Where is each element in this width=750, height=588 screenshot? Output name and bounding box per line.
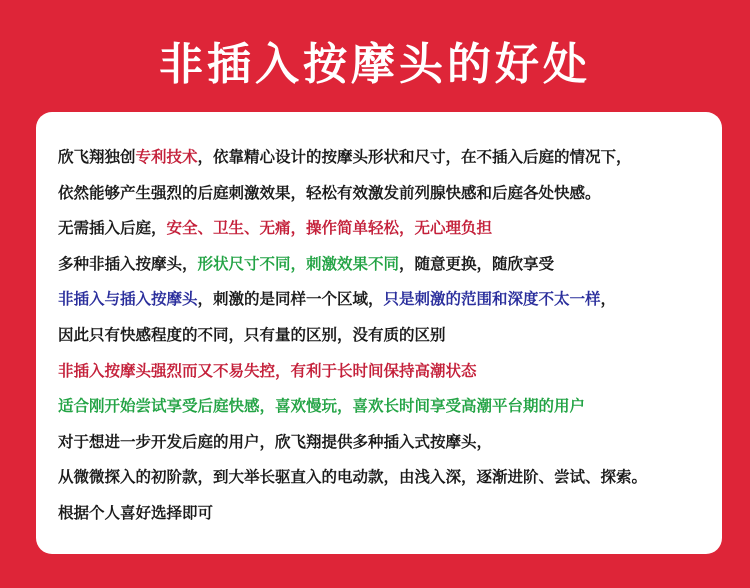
text-segment: 非插入按摩头强烈而又不易失控，有利于长时间保持高潮状态	[58, 361, 477, 380]
benefits-text	[58, 140, 712, 532]
text-segment: ，刺激的是同样一个区域，	[197, 290, 384, 309]
text-segment: 专利技术	[135, 148, 198, 166]
text-segment: ，	[600, 290, 617, 309]
text-segment: 安全、卫生、无痛，操作简单轻松，无心理负担	[166, 219, 493, 238]
text-segment: 欣飞翔独创	[58, 148, 136, 166]
page-title: 非插入按摩头的好处	[159, 39, 591, 90]
text-segment: 非插入与插入按摩头	[58, 290, 198, 309]
text-line	[58, 496, 712, 532]
benefits-card	[36, 112, 722, 554]
text-segment: 只是刺激的范围和深度不太一样	[383, 290, 601, 309]
text-line	[58, 176, 712, 212]
text-line	[58, 354, 712, 390]
text-segment: 从微微探入的初阶款，到大举长驱直入的电动款，由浅入深，逐渐进阶、尝试、探索。	[58, 468, 648, 487]
text-line	[58, 389, 712, 425]
text-line	[58, 247, 712, 283]
text-segment: 对于想进一步开发后庭的用户，欣飞翔提供多种插入式按摩头，	[58, 432, 493, 451]
text-segment: 因此只有快感程度的不同，只有量的区别，没有质的区别	[58, 325, 446, 344]
text-segment: 适合刚开始尝试享受后庭快感，喜欢慢玩，喜欢长时间享受高潮平台期的用户	[58, 397, 586, 416]
text-line	[58, 460, 712, 496]
text-line	[58, 282, 712, 318]
text-segment: 多种非插入按摩头，	[58, 254, 198, 273]
text-segment: 依然能够产生强烈的后庭刺激效果，轻松有效激发前列腺快感和后庭各处快感。	[58, 183, 601, 202]
text-line	[58, 140, 712, 176]
text-line	[58, 425, 712, 461]
text-line	[58, 318, 712, 354]
text-line	[58, 211, 712, 247]
text-segment: ，随意更换，随欣享受	[399, 254, 555, 273]
text-segment: ，依靠精心设计的按摩头形状和尺寸，在不插入后庭的情况下，	[197, 148, 632, 166]
text-segment: 无需插入后庭，	[58, 219, 167, 238]
text-segment: 形状尺寸不同，刺激效果不同	[197, 254, 400, 273]
text-segment: 根据个人喜好选择即可	[58, 503, 214, 522]
